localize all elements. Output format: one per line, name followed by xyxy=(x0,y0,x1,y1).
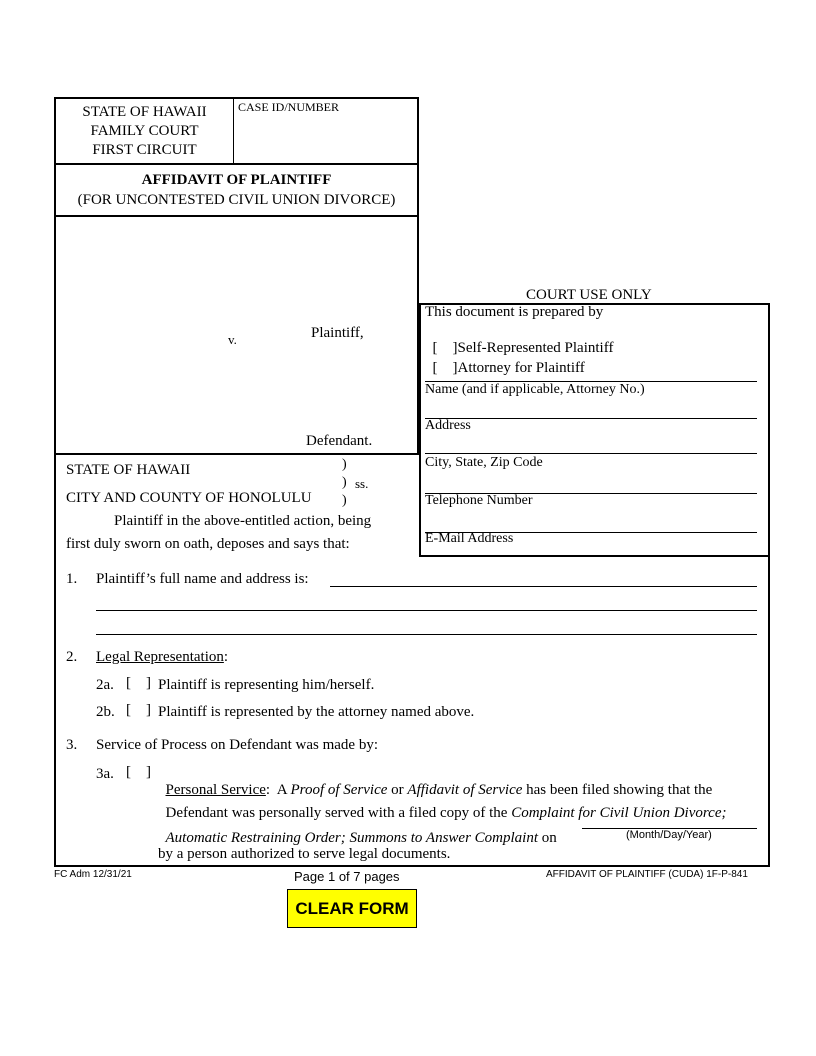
item3a-checkbox[interactable]: [ ] xyxy=(126,764,151,780)
proof-of-service-term: Proof of Service xyxy=(290,782,388,798)
item2-heading xyxy=(96,649,228,666)
venue-paren-3: ) xyxy=(342,493,347,508)
venue-ss: ss. xyxy=(355,476,369,491)
plaintiff-address-line-3[interactable] xyxy=(96,616,757,635)
phone-label: Telephone Number xyxy=(425,493,533,508)
court-use-left-border xyxy=(419,303,421,557)
item3a-on: on xyxy=(538,830,557,846)
defendant-name-input[interactable] xyxy=(64,400,294,418)
service-date-input[interactable] xyxy=(582,810,757,829)
item2a-text: Plaintiff is representing him/herself. xyxy=(158,677,375,693)
prepared-by-label: This document is prepared by xyxy=(425,304,604,320)
item1-text: Plaintiff’s full name and address is: xyxy=(96,571,309,587)
court-name-block xyxy=(56,103,233,160)
checkbox-self[interactable]: [ ] xyxy=(432,340,458,356)
court-use-header: COURT USE ONLY xyxy=(526,287,652,303)
item3a-line-2-text: Defendant was personally served with a filed copy of the xyxy=(165,805,512,821)
versus-label: v. xyxy=(228,332,237,347)
caption-top-border xyxy=(54,97,419,99)
item2b-checkbox[interactable]: [ ] xyxy=(126,702,151,718)
item3a-line-3 xyxy=(158,813,557,847)
item3a-text-3: has been filed showing that the xyxy=(522,782,713,798)
email-label: E-Mail Address xyxy=(425,531,514,546)
footer-form-title: AFFIDAVIT OF PLAINTIFF (CUDA) 1F-P-841 xyxy=(546,869,748,880)
city-input[interactable] xyxy=(425,435,757,454)
city-label: City, State, Zip Code xyxy=(425,455,543,470)
page-right-border xyxy=(768,303,770,867)
oath-line-2: first duly sworn on oath, deposes and says that: xyxy=(66,536,350,552)
case-id-label: CASE ID/NUMBER xyxy=(238,100,340,114)
footer-page-number: Page 1 of 7 pages xyxy=(294,869,400,884)
affidavit-of-service-term: Affidavit of Service xyxy=(407,782,523,798)
plaintiff-address-line-2[interactable] xyxy=(96,592,757,611)
item2-title: Legal Representation xyxy=(96,649,224,665)
item3a-text-1: : A xyxy=(265,782,291,798)
option-attorney-label: Attorney for Plaintiff xyxy=(457,360,585,376)
phone-input[interactable] xyxy=(425,475,757,494)
caption-mid-divider xyxy=(233,98,234,164)
court-use-bottom-border xyxy=(419,555,770,557)
court-line-state: STATE OF HAWAII xyxy=(82,104,207,120)
document-title: AFFIDAVIT OF PLAINTIFF xyxy=(141,172,332,188)
item2b-text: Plaintiff is represented by the attorney named above. xyxy=(158,704,475,720)
item1-number: 1. xyxy=(66,571,78,587)
plaintiff-address-line-1[interactable] xyxy=(330,568,757,587)
item2a-number: 2a. xyxy=(96,677,114,693)
complaint-term: Complaint for Civil Union Divorce; xyxy=(511,805,727,821)
item2b-number: 2b. xyxy=(96,704,115,720)
venue-state: STATE OF HAWAII xyxy=(66,462,191,478)
footer-form-id: FC Adm 12/31/21 xyxy=(54,869,132,880)
plaintiff-label: Plaintiff, xyxy=(311,325,364,341)
page-bottom-border xyxy=(54,865,770,867)
document-subtitle: (FOR UNCONTESTED CIVIL UNION DIVORCE) xyxy=(77,192,396,208)
name-label: Name (and if applicable, Attorney No.) xyxy=(425,382,645,397)
venue-paren-2: ) xyxy=(342,475,347,490)
item3-number: 3. xyxy=(66,737,78,753)
name-input[interactable] xyxy=(425,363,757,382)
venue-county: CITY AND COUNTY OF HONOLULU xyxy=(66,490,312,506)
personal-service-title: Personal Service xyxy=(165,782,266,798)
checkbox-attorney[interactable]: [ ] xyxy=(432,360,458,376)
caption-left-border xyxy=(54,97,56,867)
oath-line-1: Plaintiff in the above-entitled action, being xyxy=(114,513,372,529)
option-self-label: Self-Represented Plaintiff xyxy=(457,340,614,356)
court-line-family: FAMILY COURT xyxy=(90,123,199,139)
caption-line-3 xyxy=(54,453,419,455)
venue-paren-1: ) xyxy=(342,457,347,472)
court-line-circuit: FIRST CIRCUIT xyxy=(92,142,197,158)
caption-line-2 xyxy=(54,215,419,217)
address-input[interactable] xyxy=(425,400,757,419)
item2a-checkbox[interactable]: [ ] xyxy=(126,675,151,691)
item3a-number: 3a. xyxy=(96,766,114,782)
restraining-order-term: Automatic Restraining Order; Summons to Answer Complaint xyxy=(165,830,538,846)
case-id-input[interactable] xyxy=(240,125,410,143)
clear-form-button[interactable]: CLEAR FORM xyxy=(287,889,417,928)
item3-text: Service of Process on Defendant was made by: xyxy=(96,737,378,753)
caption-line-1 xyxy=(54,163,419,165)
item3a-text-2: or xyxy=(387,782,408,798)
item2-colon: : xyxy=(223,649,229,665)
item3a-line-4: by a person authorized to serve legal documents. xyxy=(158,846,451,862)
defendant-label: Defendant. xyxy=(306,433,373,449)
plaintiff-name-input[interactable] xyxy=(64,300,294,318)
address-label: Address xyxy=(425,418,471,433)
item2-number: 2. xyxy=(66,649,78,665)
date-hint: (Month/Day/Year) xyxy=(626,829,712,841)
